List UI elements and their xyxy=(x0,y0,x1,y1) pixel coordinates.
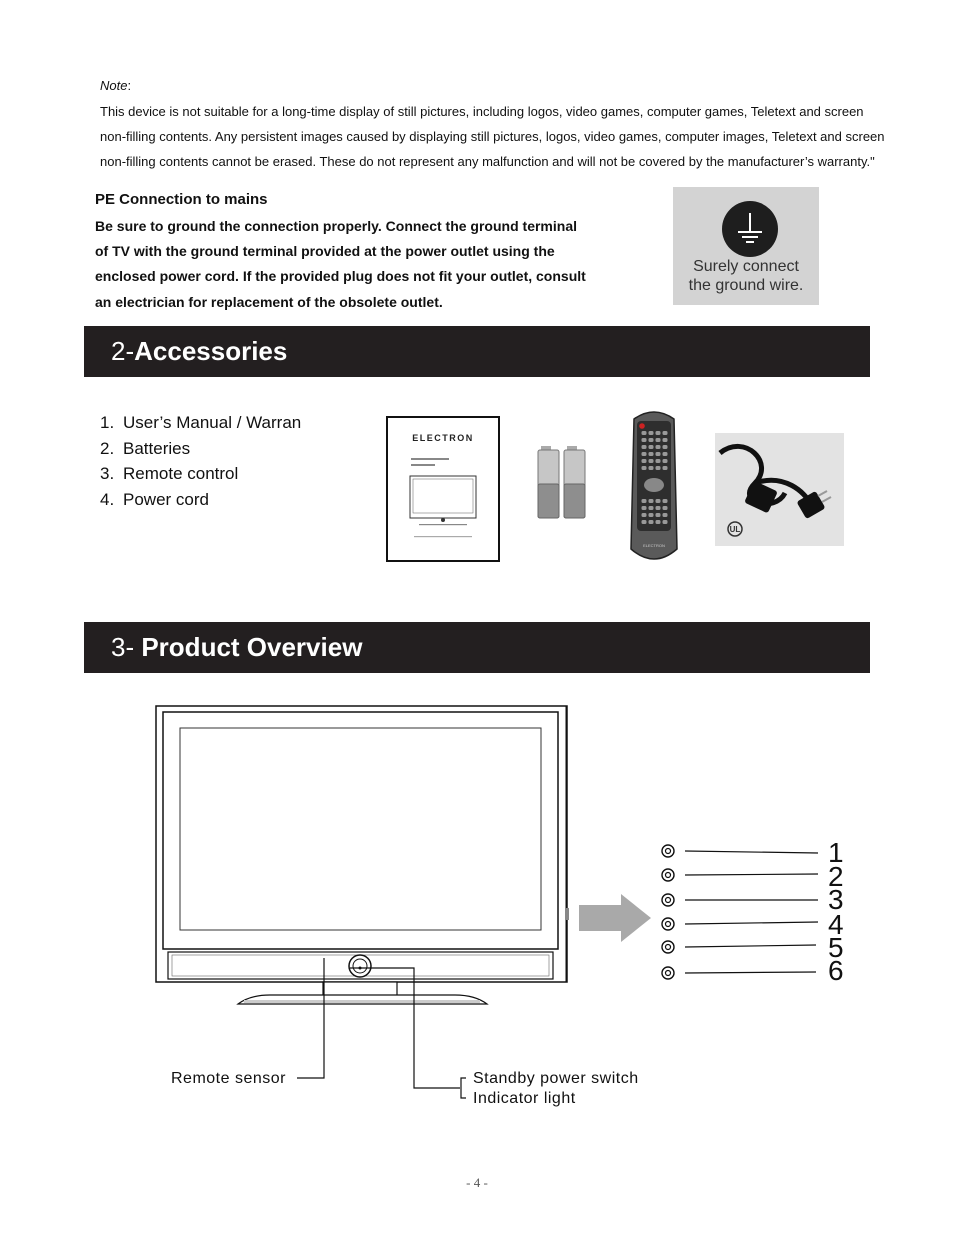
remote-key xyxy=(642,445,647,449)
remote-key xyxy=(656,513,661,517)
user-manual-image xyxy=(386,416,500,562)
remote-key xyxy=(642,506,647,510)
connector-jack-icon xyxy=(662,967,674,979)
manual-brand-text: ELECTRON xyxy=(412,433,474,443)
remote-key xyxy=(649,431,654,435)
note-line-3: non-filling contents cannot be erased. These do not represent any malfunction and will not be covered by the manufacturer’s warranty." xyxy=(100,154,875,169)
power-cord-image xyxy=(715,433,844,546)
ground-symbol-icon xyxy=(722,201,778,257)
side-panel-arrow xyxy=(579,894,651,942)
remote-key xyxy=(663,506,668,510)
connector-leader-line xyxy=(685,945,816,947)
batteries-image xyxy=(537,446,587,520)
indicator-light-label: Indicator light xyxy=(473,1090,576,1107)
remote-key xyxy=(656,466,661,470)
remote-key xyxy=(656,452,661,456)
remote-key xyxy=(649,520,654,524)
connector-number-3: 3 xyxy=(828,884,844,915)
remote-key xyxy=(649,506,654,510)
connector-number-5: 5 xyxy=(828,932,844,963)
remote-sensor-label: Remote sensor xyxy=(171,1070,286,1087)
standby-power-switch-label: Standby power switch xyxy=(473,1070,639,1087)
pe-line-1: Be sure to ground the connection properly. Connect the ground terminal xyxy=(95,218,577,234)
remote-key xyxy=(649,499,654,503)
remote-key xyxy=(642,520,647,524)
remote-key xyxy=(642,499,647,503)
remote-key xyxy=(663,499,668,503)
connector-leader-line xyxy=(685,972,816,973)
remote-key xyxy=(663,520,668,524)
accessories-section-header xyxy=(84,326,870,377)
product-overview-section-header xyxy=(84,622,870,673)
ground-caption-line-2: the ground wire. xyxy=(688,277,804,294)
connector-leader-line xyxy=(685,922,818,924)
connector-jack-icon xyxy=(662,869,674,881)
remote-key xyxy=(642,513,647,517)
remote-key xyxy=(663,459,668,463)
remote-key xyxy=(642,459,647,463)
connector-number-6: 6 xyxy=(828,955,844,986)
tv-overview-diagram xyxy=(0,690,954,1130)
remote-key xyxy=(649,438,654,442)
connector-leader-line xyxy=(685,874,818,875)
remote-key xyxy=(656,506,661,510)
remote-key xyxy=(656,445,661,449)
remote-key xyxy=(656,520,661,524)
remote-key xyxy=(642,466,647,470)
connector-number-4: 4 xyxy=(828,909,844,940)
section-title: Product Overview xyxy=(141,632,363,662)
tv-screen xyxy=(180,728,541,930)
remote-key xyxy=(656,438,661,442)
remote-key xyxy=(642,438,647,442)
remote-key xyxy=(649,459,654,463)
note-line-1: This device is not suitable for a long-time display of still pictures, including logos, video games, computer games, Teletext and screen xyxy=(100,104,864,119)
remote-key xyxy=(649,466,654,470)
connector-leader-line xyxy=(685,851,818,853)
remote-key xyxy=(656,459,661,463)
connector-jack-icon xyxy=(662,918,674,930)
connector-number-2: 2 xyxy=(828,861,844,892)
connector-jack-icon xyxy=(662,845,674,857)
remote-key xyxy=(642,431,647,435)
section-prefix: 3- xyxy=(111,632,142,662)
accessory-item: 3. Remote control xyxy=(100,464,239,483)
section-title: Accessories xyxy=(134,336,288,366)
pe-line-2: of TV with the ground terminal provided at the power outlet using the xyxy=(95,243,555,259)
accessory-item: 4. Power cord xyxy=(100,490,209,509)
remote-key xyxy=(642,452,647,456)
accessory-item: 1. User’s Manual / Warran xyxy=(100,413,302,432)
page-number: - 4 - xyxy=(466,1175,488,1190)
note-line-2: non-filling contents. Any persistent images caused by displaying still pictures, logos, video games, computer images, Teletext and screen xyxy=(100,129,885,144)
section-prefix: 2- xyxy=(111,336,135,366)
remote-key xyxy=(649,452,654,456)
remote-key xyxy=(656,431,661,435)
pe-connection-title: PE Connection to mains xyxy=(95,191,268,208)
ground-wire-figure xyxy=(673,187,819,305)
remote-key xyxy=(663,438,668,442)
remote-key xyxy=(649,513,654,517)
accessory-item: 2. Batteries xyxy=(100,439,191,458)
remote-control-image xyxy=(630,409,678,564)
remote-key xyxy=(663,466,668,470)
connector-jack-icon xyxy=(662,941,674,953)
note-heading: Note: xyxy=(100,78,132,93)
ground-caption-line-1: Surely connect xyxy=(693,258,799,275)
remote-key xyxy=(649,445,654,449)
connector-jack-icon xyxy=(662,894,674,906)
remote-brand-text: ELECTRON xyxy=(643,543,665,548)
pe-line-4: an electrician for replacement of the obsolete outlet. xyxy=(95,294,443,310)
remote-key xyxy=(663,452,668,456)
pe-line-3: enclosed power cord. If the provided plug does not fit your outlet, consult xyxy=(95,268,586,284)
connector-number-1: 1 xyxy=(828,837,844,868)
remote-key xyxy=(656,499,661,503)
remote-key xyxy=(663,431,668,435)
remote-key xyxy=(663,513,668,517)
ul-mark: UL xyxy=(729,525,741,534)
remote-key xyxy=(663,445,668,449)
